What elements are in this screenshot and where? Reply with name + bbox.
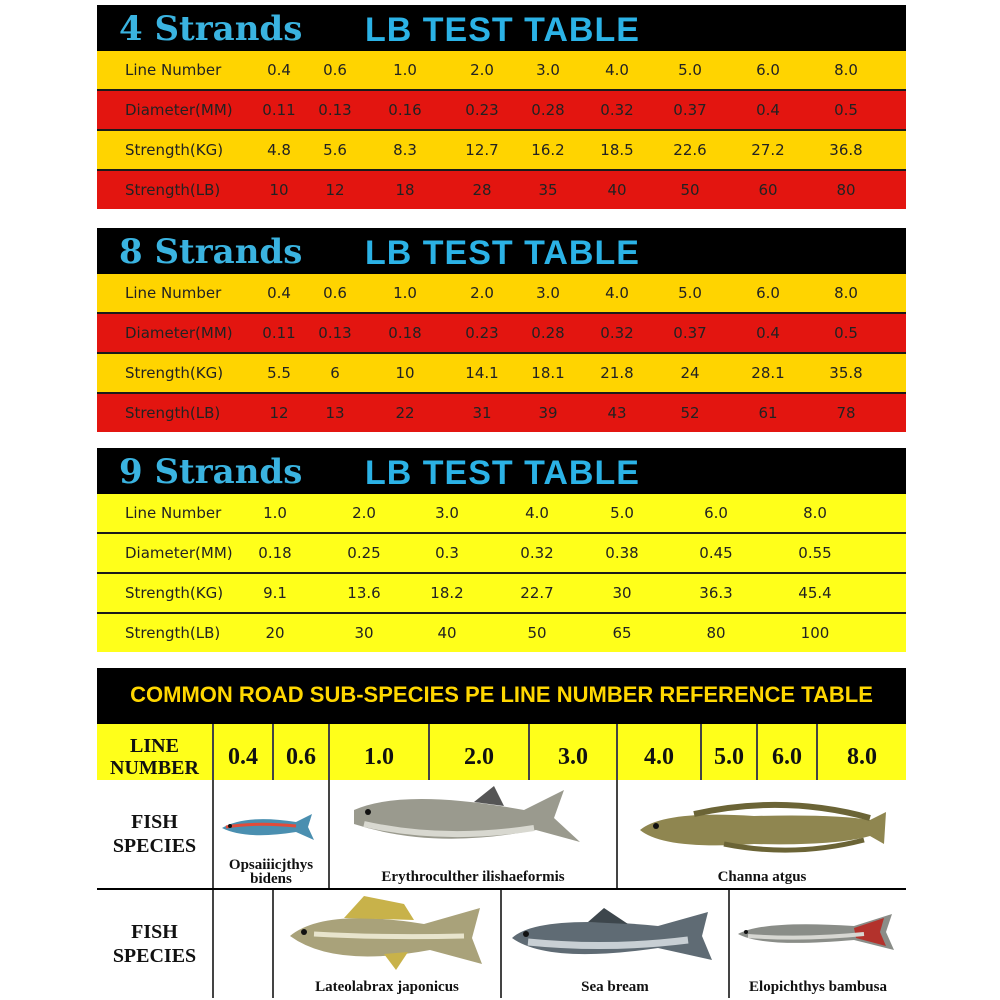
value-cell: 36.8 bbox=[829, 141, 863, 159]
row-label: Strength(LB) bbox=[125, 181, 221, 199]
row-line-number bbox=[97, 51, 906, 89]
value-cell: 35.8 bbox=[829, 364, 863, 382]
value-cell: 52 bbox=[680, 404, 700, 422]
value-cell: 12 bbox=[269, 404, 289, 422]
value-cell: 16.2 bbox=[531, 141, 565, 159]
fish-name: Lateolabrax japonicus bbox=[315, 979, 459, 995]
fish-row-1 bbox=[97, 780, 906, 888]
value-cell: 0.32 bbox=[600, 101, 634, 119]
value-cell: 0.32 bbox=[520, 544, 554, 562]
line-number-cell: 6.0 bbox=[758, 724, 818, 790]
value-cell: 13 bbox=[325, 404, 345, 422]
value-cell: 0.13 bbox=[318, 324, 352, 342]
row-label: Strength(KG) bbox=[125, 364, 224, 382]
value-cell: 18.5 bbox=[600, 141, 634, 159]
value-cell: 6.0 bbox=[756, 61, 780, 79]
row-strength-lb bbox=[97, 171, 906, 209]
line-number-cell: 3.0 bbox=[530, 724, 618, 790]
value-cell: 5.0 bbox=[678, 61, 702, 79]
value-cell: 1.0 bbox=[393, 61, 417, 79]
value-cell: 9.1 bbox=[263, 584, 287, 602]
fish-name: Erythroculther ilishaeformis bbox=[381, 869, 565, 885]
value-cell: 8.0 bbox=[803, 504, 827, 522]
fish-image bbox=[508, 906, 722, 966]
value-cell: 3.0 bbox=[536, 61, 560, 79]
value-cell: 0.5 bbox=[834, 101, 858, 119]
value-cell: 12.7 bbox=[465, 141, 499, 159]
value-cell: 13.6 bbox=[347, 584, 381, 602]
value-cell: 78 bbox=[836, 404, 856, 422]
fish-name: Opsaiiicjthys bidens bbox=[228, 857, 314, 887]
value-cell: 0.28 bbox=[531, 324, 565, 342]
row-line-number bbox=[97, 494, 906, 532]
value-cell: 0.37 bbox=[673, 101, 707, 119]
value-cell: 40 bbox=[437, 624, 457, 642]
value-cell: 65 bbox=[612, 624, 632, 642]
value-cell: 5.0 bbox=[610, 504, 634, 522]
value-cell: 0.4 bbox=[267, 284, 291, 302]
value-cell: 0.6 bbox=[323, 284, 347, 302]
line-number-cell: 1.0 bbox=[330, 724, 430, 790]
value-cell: 50 bbox=[527, 624, 547, 642]
value-cell: 1.0 bbox=[263, 504, 287, 522]
value-cell: 0.18 bbox=[258, 544, 292, 562]
value-cell: 0.45 bbox=[699, 544, 733, 562]
value-cell: 28.1 bbox=[751, 364, 785, 382]
value-cell: 5.6 bbox=[323, 141, 347, 159]
row-label: Line Number bbox=[125, 504, 222, 522]
line-number-cell: 0.6 bbox=[274, 724, 330, 790]
table-header bbox=[97, 5, 906, 51]
table-header bbox=[97, 228, 906, 274]
value-cell: 0.28 bbox=[531, 101, 565, 119]
fish-header-2: SPECIES bbox=[112, 945, 197, 967]
value-cell: 35 bbox=[538, 181, 558, 199]
value-cell: 0.55 bbox=[798, 544, 832, 562]
value-cell: 0.25 bbox=[347, 544, 381, 562]
fish-image bbox=[216, 810, 328, 844]
value-cell: 60 bbox=[758, 181, 778, 199]
value-cell: 28 bbox=[472, 181, 492, 199]
row-diameter bbox=[97, 534, 906, 572]
value-cell: 4.0 bbox=[605, 61, 629, 79]
fish-name: Channa atgus bbox=[717, 869, 807, 885]
row-label: Strength(KG) bbox=[125, 584, 224, 602]
value-cell: 8.0 bbox=[834, 61, 858, 79]
value-cell: 100 bbox=[800, 624, 830, 642]
value-cell: 14.1 bbox=[465, 364, 499, 382]
row-label: Strength(LB) bbox=[125, 624, 221, 642]
fish-row-2 bbox=[97, 890, 906, 998]
value-cell: 6.0 bbox=[704, 504, 728, 522]
row-strength-kg bbox=[97, 574, 906, 612]
fish-header-2: SPECIES bbox=[112, 835, 197, 857]
value-cell: 0.16 bbox=[388, 101, 422, 119]
value-cell: 4.0 bbox=[605, 284, 629, 302]
row-strength-lb bbox=[97, 614, 906, 652]
value-cell: 0.11 bbox=[262, 101, 296, 119]
value-cell: 0.4 bbox=[267, 61, 291, 79]
row-strength-kg bbox=[97, 131, 906, 169]
line-number-cell: 0.4 bbox=[214, 724, 274, 790]
value-cell: 22.6 bbox=[673, 141, 707, 159]
strands-title: 9 Strands bbox=[119, 452, 303, 492]
value-cell: 5.5 bbox=[267, 364, 291, 382]
value-cell: 0.37 bbox=[673, 324, 707, 342]
value-cell: 0.5 bbox=[834, 324, 858, 342]
value-cell: 39 bbox=[538, 404, 558, 422]
fish-header-1: FISH bbox=[131, 811, 178, 833]
value-cell: 80 bbox=[706, 624, 726, 642]
value-cell: 80 bbox=[836, 181, 856, 199]
strands-title: 8 Strands bbox=[119, 232, 303, 272]
fish-cell-empty bbox=[214, 890, 274, 998]
value-cell: 2.0 bbox=[470, 284, 494, 302]
value-cell: 0.18 bbox=[388, 324, 422, 342]
value-cell: 4.0 bbox=[525, 504, 549, 522]
reference-title: COMMON ROAD SUB-SPECIES PE LINE NUMBER REFERENCE TABLE bbox=[130, 682, 873, 707]
line-number-cell: 4.0 bbox=[618, 724, 702, 790]
fish-image bbox=[344, 784, 604, 864]
value-cell: 4.8 bbox=[267, 141, 291, 159]
value-cell: 30 bbox=[354, 624, 374, 642]
value-cell: 0.38 bbox=[605, 544, 639, 562]
value-cell: 50 bbox=[680, 181, 700, 199]
value-cell: 43 bbox=[607, 404, 627, 422]
table-9-strands bbox=[97, 448, 906, 652]
value-cell: 0.13 bbox=[318, 101, 352, 119]
lb-test-title: LB TEST TABLE bbox=[365, 234, 640, 272]
value-cell: 0.23 bbox=[465, 101, 499, 119]
value-cell: 0.4 bbox=[756, 324, 780, 342]
fish-name: Sea bream bbox=[581, 979, 649, 995]
fish-image bbox=[634, 792, 894, 862]
value-cell: 22 bbox=[395, 404, 415, 422]
fish-name: Elopichthys bambusa bbox=[749, 979, 887, 995]
value-cell: 40 bbox=[607, 181, 627, 199]
fish-cell-lateolabrax bbox=[274, 890, 502, 998]
fish-image bbox=[284, 894, 494, 974]
fish-cell-elopichthys bbox=[730, 890, 906, 998]
value-cell: 2.0 bbox=[470, 61, 494, 79]
fish-header-1: FISH bbox=[131, 921, 178, 943]
table-header bbox=[97, 448, 906, 494]
value-cell: 3.0 bbox=[536, 284, 560, 302]
lb-test-title: LB TEST TABLE bbox=[365, 11, 640, 49]
line-number-cell: 2.0 bbox=[430, 724, 530, 790]
fish-species-header bbox=[97, 780, 214, 888]
fish-image bbox=[734, 910, 904, 954]
lb-test-title: LB TEST TABLE bbox=[365, 454, 640, 492]
fish-cell-erythroculter bbox=[330, 780, 618, 888]
value-cell: 18.2 bbox=[430, 584, 464, 602]
row-line-number bbox=[97, 274, 906, 312]
row-label: Diameter(MM) bbox=[125, 324, 233, 342]
value-cell: 3.0 bbox=[435, 504, 459, 522]
value-cell: 0.4 bbox=[756, 101, 780, 119]
value-cell: 0.6 bbox=[323, 61, 347, 79]
value-cell: 20 bbox=[265, 624, 285, 642]
value-cell: 0.3 bbox=[435, 544, 459, 562]
value-cell: 24 bbox=[680, 364, 700, 382]
value-cell: 27.2 bbox=[751, 141, 785, 159]
row-strength-kg bbox=[97, 354, 906, 392]
reference-table bbox=[97, 668, 906, 998]
value-cell: 8.3 bbox=[393, 141, 417, 159]
value-cell: 5.0 bbox=[678, 284, 702, 302]
line-header-2: NUMBER bbox=[110, 757, 199, 779]
line-header-1: LINE bbox=[130, 735, 179, 757]
value-cell: 61 bbox=[758, 404, 778, 422]
row-label: Strength(KG) bbox=[125, 141, 224, 159]
value-cell: 36.3 bbox=[699, 584, 733, 602]
line-number-cell: 8.0 bbox=[847, 743, 877, 770]
row-label: Diameter(MM) bbox=[125, 101, 233, 119]
fish-cell-channa bbox=[618, 780, 906, 888]
row-label: Strength(LB) bbox=[125, 404, 221, 422]
row-diameter bbox=[97, 91, 906, 129]
value-cell: 12 bbox=[325, 181, 345, 199]
value-cell: 0.32 bbox=[600, 324, 634, 342]
fish-cell-opsariichthys bbox=[214, 780, 330, 888]
value-cell: 45.4 bbox=[798, 584, 832, 602]
value-cell: 21.8 bbox=[600, 364, 634, 382]
value-cell: 22.7 bbox=[520, 584, 554, 602]
table-4-strands bbox=[97, 5, 906, 209]
row-diameter bbox=[97, 314, 906, 352]
row-label: Line Number bbox=[125, 61, 222, 79]
value-cell: 2.0 bbox=[352, 504, 376, 522]
value-cell: 18.1 bbox=[531, 364, 565, 382]
value-cell: 0.11 bbox=[262, 324, 296, 342]
value-cell: 8.0 bbox=[834, 284, 858, 302]
row-label: Line Number bbox=[125, 284, 222, 302]
value-cell: 18 bbox=[395, 181, 415, 199]
value-cell: 10 bbox=[395, 364, 415, 382]
value-cell: 6.0 bbox=[756, 284, 780, 302]
line-number-cell: 5.0 bbox=[702, 724, 758, 790]
value-cell: 1.0 bbox=[393, 284, 417, 302]
value-cell: 30 bbox=[612, 584, 632, 602]
fish-species-header bbox=[97, 890, 214, 998]
fish-cell-sea-bream bbox=[502, 890, 730, 998]
table-8-strands bbox=[97, 228, 906, 432]
value-cell: 31 bbox=[472, 404, 492, 422]
value-cell: 6 bbox=[330, 364, 340, 382]
row-strength-lb bbox=[97, 394, 906, 432]
strands-title: 4 Strands bbox=[119, 9, 303, 49]
row-label: Diameter(MM) bbox=[125, 544, 233, 562]
value-cell: 10 bbox=[269, 181, 289, 199]
value-cell: 0.23 bbox=[465, 324, 499, 342]
